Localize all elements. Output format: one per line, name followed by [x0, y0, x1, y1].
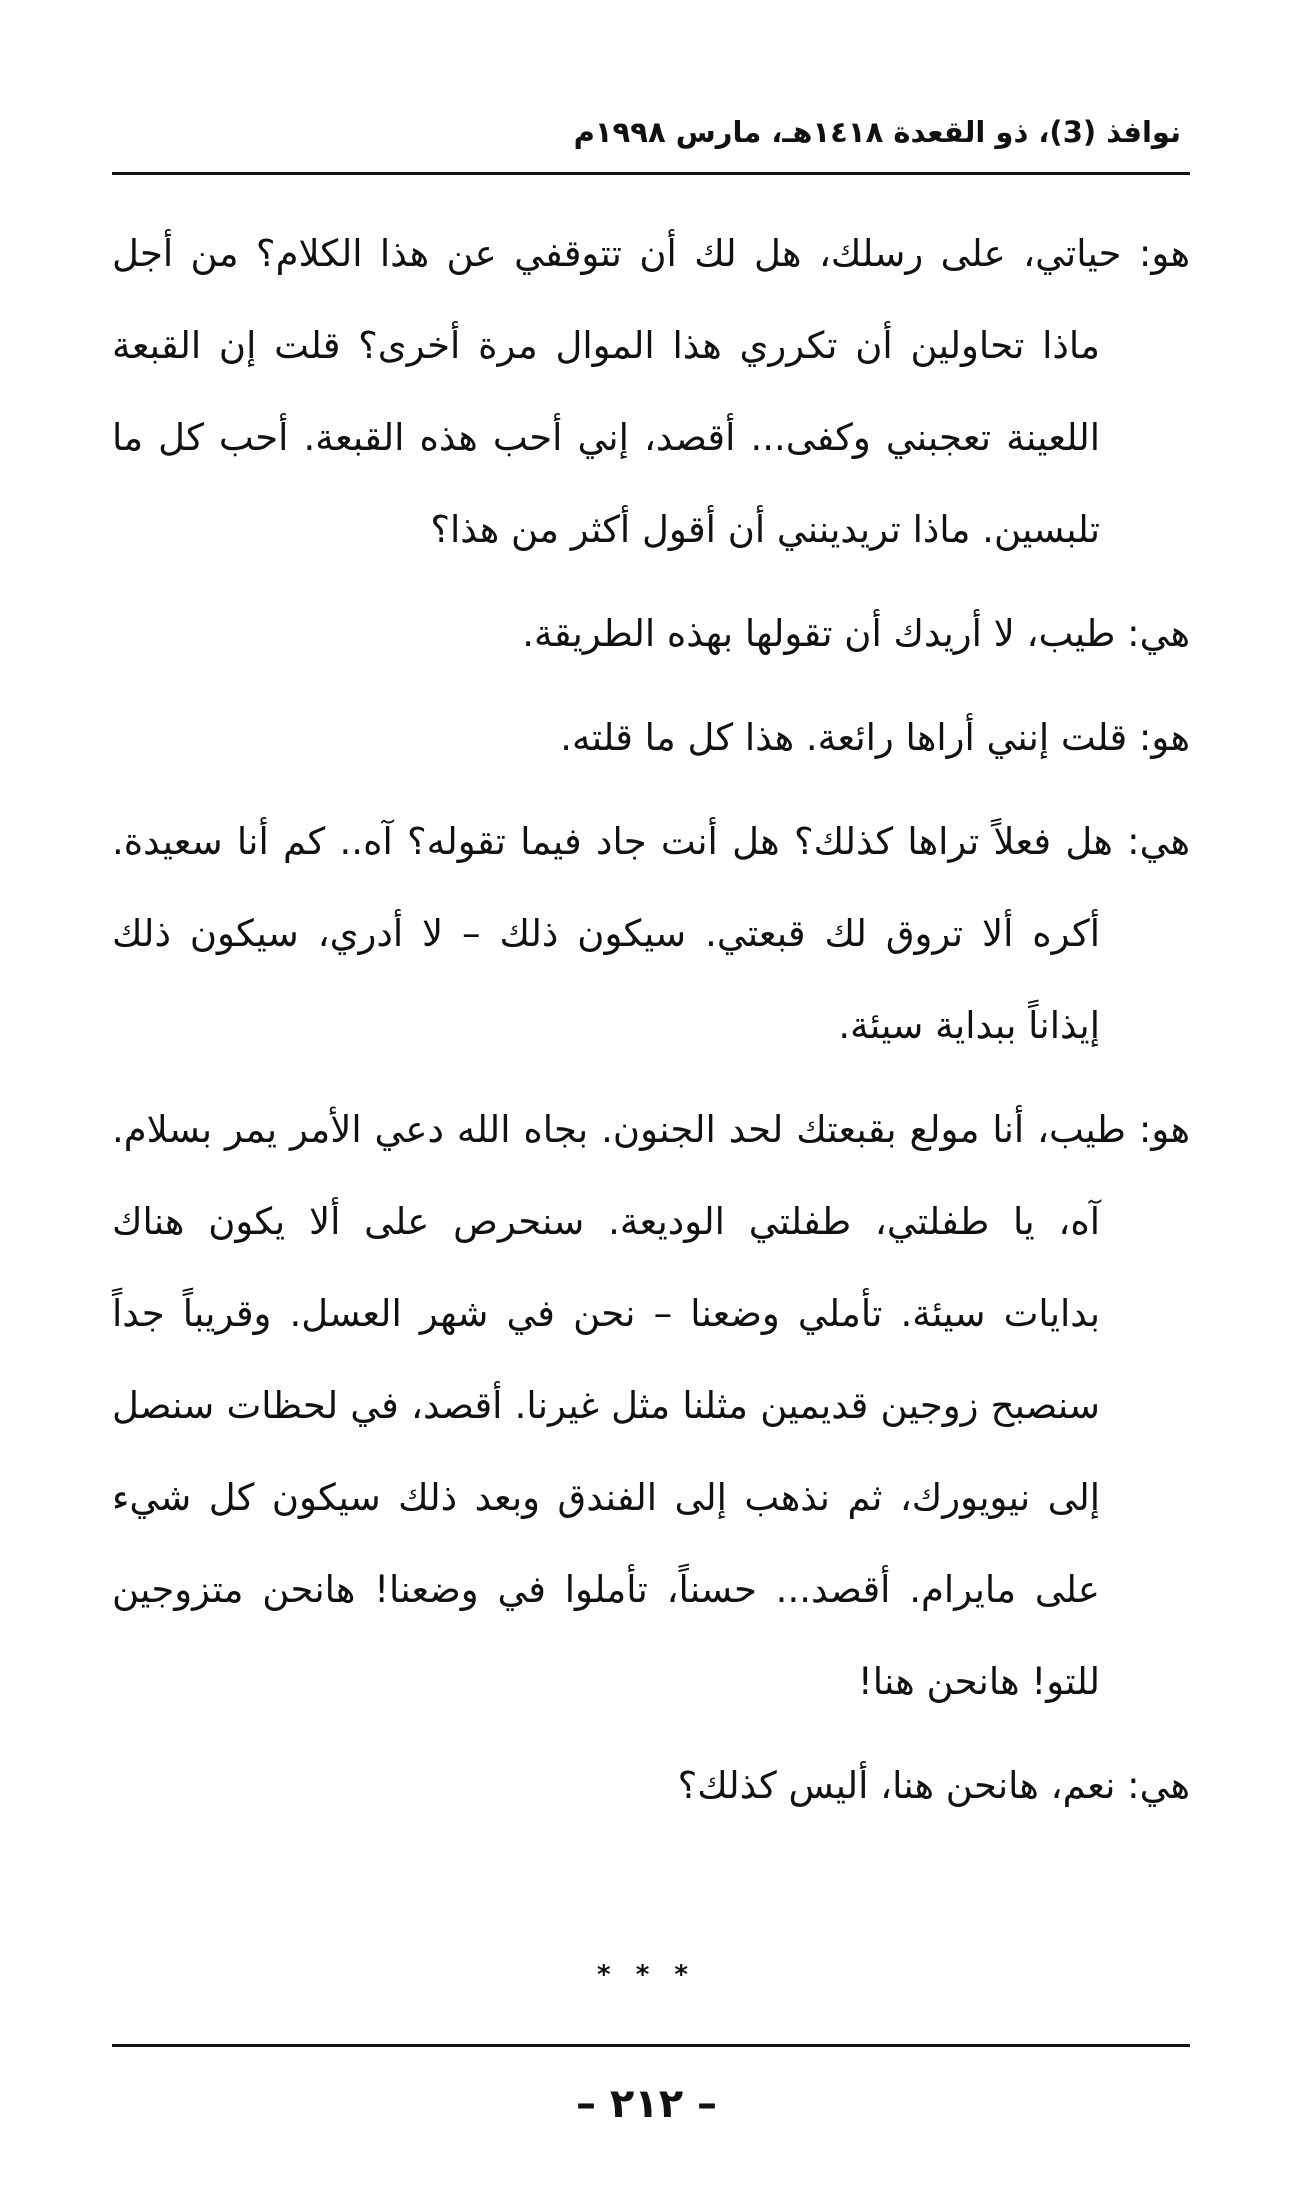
page-number: – ٢١٢ –	[575, 2081, 718, 2127]
footer-rule	[112, 2044, 1190, 2047]
speaker-label: هو:	[1138, 1108, 1190, 1151]
dialogue-turn	[112, 1740, 1190, 1832]
dialogue-turn	[112, 1084, 1190, 1728]
speaker-label: هي:	[1127, 612, 1190, 655]
dialogue-body	[112, 208, 1190, 1844]
dialogue-turn	[112, 692, 1190, 784]
header-rule	[112, 172, 1190, 175]
speaker-label: هي:	[1127, 1764, 1190, 1807]
dialogue-text: قلت إنني أراها رائعة. هذا كل ما قلته.	[560, 716, 1128, 759]
section-separator: * * *	[597, 1960, 696, 1990]
speaker-label: هو:	[1138, 716, 1190, 759]
dialogue-turn	[112, 588, 1190, 680]
speaker-label: هي:	[1127, 820, 1190, 863]
dialogue-turn	[112, 796, 1190, 1072]
dialogue-text: طيب، أنا مولع بقبعتك لحد الجنون. بجاه الله دعي الأمر يمر بسلام. آه، يا طفلتي، طفلتي الوديعة. سنحرص على ألا يكون هناك بدايات سيئة. تأملي وضعنا – نحن في شهر العسل. وقريباً جداً سنصبح زوجين قديمين مثلنا مثل غيرنا. أقصد، في لحظات سنصل إلى نيويورك، ثم نذهب إلى الفندق وبعد ذلك سيكون كل شيء على مايرام. أقصد... حسناً، تأملوا في وضعنا! هانحن متزوجين للتو! هانحن هنا!	[112, 1108, 1126, 1703]
dialogue-text: هل فعلاً تراها كذلك؟ هل أنت جاد فيما تقوله؟ آه.. كم أنا سعيدة. أكره ألا تروق لك قبعتي. سيكون ذلك – لا أدري، سيكون ذلك إيذاناً ببداية سيئة.	[112, 820, 1113, 1047]
dialogue-text: طيب، لا أريدك أن تقولها بهذه الطريقة.	[522, 612, 1116, 655]
speaker-label: هو:	[1138, 232, 1191, 275]
running-header: نوافذ (3)، ذو القعدة ١٤١٨هـ، مارس ١٩٩٨م	[573, 115, 1181, 149]
dialogue-turn	[112, 208, 1190, 576]
dialogue-text: نعم، هانحن هنا، أليس كذلك؟	[677, 1764, 1116, 1807]
dialogue-text: حياتي، على رسلك، هل لك أن تتوقفي عن هذا الكلام؟ من أجل ماذا تحاولين أن تكرري هذا الموال مرة أخرى؟ قلت إن القبعة اللعينة تعجبني وكفى... أقصد، إني أحب هذه القبعة. أحب كل ما تلبسين. ماذا تريدينني أن أقول أكثر من هذا؟	[112, 232, 1122, 551]
